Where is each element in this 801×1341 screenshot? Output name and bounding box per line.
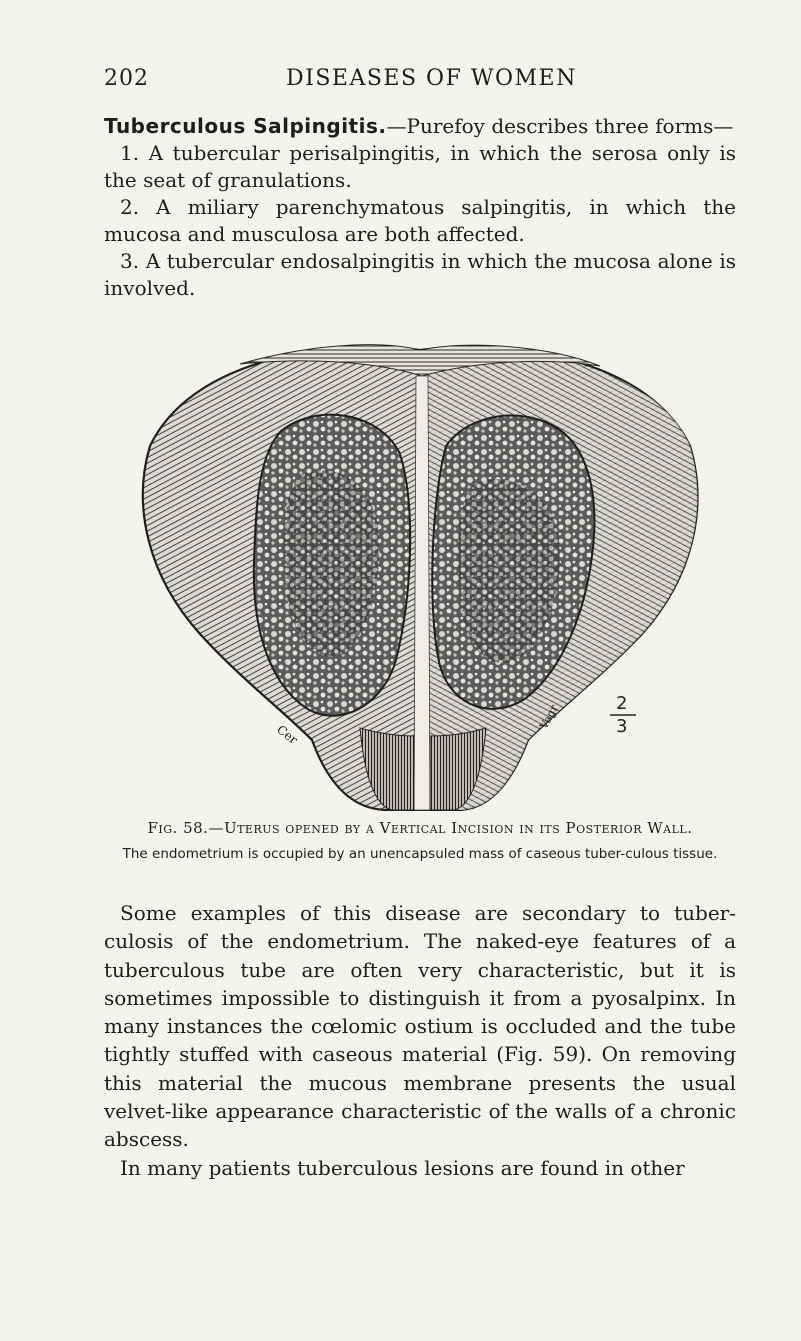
figure-label-left: Cer xyxy=(274,722,301,747)
form-item-2: 2. A miliary parenchymatous salpingitis, in which the mucosa and musculosa are both affected. xyxy=(104,195,736,246)
figure-label-fraction-bottom: 3 xyxy=(616,716,628,737)
body-paragraph-2: In many patients tuberculous lesions are found in other xyxy=(120,1155,685,1180)
page-header xyxy=(104,66,734,98)
running-title: DISEASES OF WOMEN xyxy=(286,66,577,91)
form-item-3: 3. A tubercular endosalpingitis in which the mucosa alone is involved. xyxy=(104,249,736,300)
figure-caption xyxy=(104,818,736,864)
figure-title: Fig. 58.—Uterus opened by a Vertical Incision in its Posterior Wall. xyxy=(147,819,693,837)
figure-note: The endometrium is occupied by an unencapsuled mass of caseous tuber-culous tissue. xyxy=(122,846,718,862)
figure-label-right: Vagr xyxy=(537,702,561,732)
body-paragraph-1: Some examples of this disease are secondary to tuber-culosis of the endometrium. The naked-eye features of a tuberculous tube are often very characteristic, but it is sometimes impossible to distinguish it from a pyosalpinx. In many instances the cœlomic ostium is occluded and the tube tightly stuffed with caseous material (Fig. 59). On removing this material the mucous membrane presents the usual velvet-like appearance characteristic of the walls of a chronic abscess. xyxy=(104,901,736,1152)
intro-lead-text: —Purefoy describes three forms— xyxy=(386,114,734,138)
section-heading: Tuberculous Salpingitis. xyxy=(104,114,387,138)
intro-section xyxy=(104,113,736,302)
uterus-illustration xyxy=(130,336,710,811)
page-number: 202 xyxy=(104,66,149,91)
figure-label-fraction-top: 2 xyxy=(616,693,628,714)
form-item-1: 1. A tubercular perisalpingitis, in which the serosa only is the seat of granulations. xyxy=(104,141,736,192)
body-text xyxy=(104,899,736,1182)
intro-lead-paragraph xyxy=(104,113,736,140)
